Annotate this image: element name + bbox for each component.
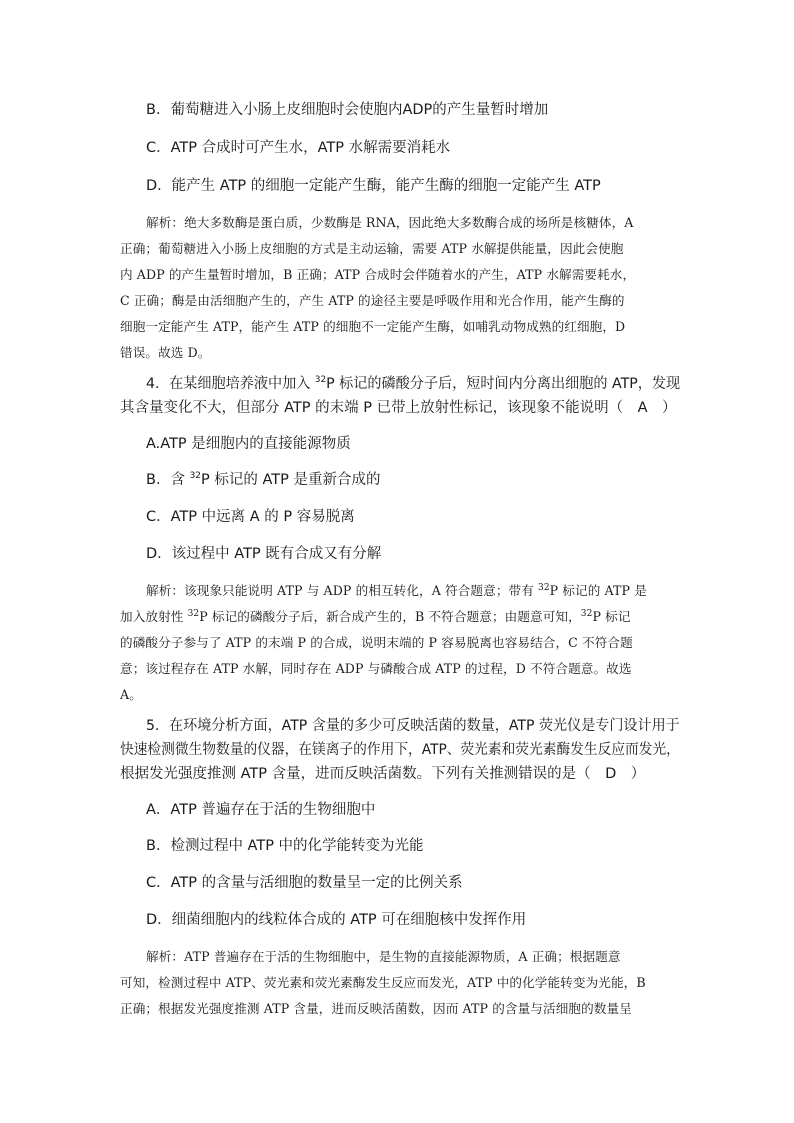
q4-stem-text: P 标记的磷酸分子后，短时间内分离出细胞的 ATP，发现	[326, 376, 681, 392]
q4-stem-line-1	[146, 372, 680, 393]
q4-option-b-text: B．含	[146, 472, 190, 488]
q4-analysis-text: P 标记	[592, 609, 631, 624]
q3-analysis-line: 解析：绝大多数酶是蛋白质，少数酶是 RNA，因此绝大多数酶合成的场所是核糖体，A	[146, 215, 634, 230]
q4-stem-text: 4．在某细胞培养液中加入	[146, 376, 315, 392]
q4-stem-line-2: 其含量变化不大，但部分 ATP 的末端 P 已带上放射性标记，该现象不能说明（ A ）	[120, 400, 677, 416]
q5-analysis-line: 可知，检测过程中 ATP、荧光素和荧光素酶发生反应而发光，ATP 中的化学能转变为光能，B	[120, 975, 646, 990]
q5-option-d: D．细菌细胞内的线粒体合成的 ATP 可在细胞核中发挥作用	[146, 912, 527, 928]
isotope-superscript: 32	[538, 582, 550, 593]
q3-option-c: C．ATP 合成时可产生水，ATP 水解需要消耗水	[146, 140, 451, 156]
q4-analysis-line	[146, 580, 647, 599]
q4-analysis-text: 解析：该现象只能说明 ATP 与 ADP 的相互转化，A 符合题意；带有	[146, 583, 539, 598]
q4-option-c: C．ATP 中远离 A 的 P 容易脱离	[146, 509, 355, 525]
q4-option-d: D．该过程中 ATP 既有合成又有分解	[146, 546, 382, 562]
q5-option-a: A．ATP 普遍存在于活的生物细胞中	[146, 802, 376, 818]
q5-analysis-line: 正确；根据发光强度推测 ATP 含量，进而反映活菌数，因而 ATP 的含量与活细胞的数量呈	[120, 1001, 632, 1016]
isotope-superscript: 32	[189, 471, 202, 482]
q3-analysis-line: 错误。故选 D。	[120, 345, 211, 360]
q5-stem-line: 快速检测微生物数量的仪器，在镁离子的作用下，ATP、荧光素和荧光素酶发生反应而发光，	[120, 742, 680, 758]
isotope-superscript: 32	[580, 608, 593, 619]
q3-analysis-line: 内 ADP 的产生量暂时增加，B 正确；ATP 合成时会伴随着水的产生，ATP 水解需要耗水，	[120, 267, 636, 282]
q3-analysis-line: C 正确；酶是由活细胞产生的，产生 ATP 的途径主要是呼吸作用和光合作用，能产生酶的	[120, 293, 625, 308]
q4-option-b	[146, 468, 380, 489]
q3-option-d: D．能产生 ATP 的细胞一定能产生酶，能产生酶的细胞一定能产生 ATP	[146, 178, 601, 194]
q3-analysis-line: 细胞一定能产生 ATP，能产生 ATP 的细胞不一定能产生酶，如哺乳动物成熟的红细胞，D	[120, 319, 626, 334]
q4-option-b-text: P 标记的 ATP 是重新合成的	[201, 472, 381, 488]
q5-analysis-line: 解析：ATP 普遍存在于活的生物细胞中，是生物的直接能源物质，A 正确；根据题意	[146, 949, 621, 964]
q3-option-b: B．葡萄糖进入小肠上皮细胞时会使胞内ADP的产生量暂时增加	[146, 102, 549, 118]
q5-stem-line: 根据发光强度推测 ATP 含量，进而反映活菌数。下列有关推测错误的是（ D ）	[120, 766, 646, 782]
q5-stem-line: 5．在环境分析方面，ATP 含量的多少可反映活菌的数量，ATP 荧光仪是专门设计用于	[146, 718, 680, 734]
q4-analysis-line: 意；该过程存在 ATP 水解，同时存在 ADP 与磷酸合成 ATP 的过程，D 不符合题意。故选	[120, 661, 632, 676]
q4-analysis-text: P 标记的磷酸分子后，新合成产生的，B 不符合题意；由题意可知，	[199, 609, 581, 624]
q3-analysis-line: 正确；葡萄糖进入小肠上皮细胞的方式是主动运输，需要 ATP 水解提供能量，因此会使胞	[120, 241, 624, 256]
q4-analysis-text: P 标记的 ATP 是	[549, 583, 647, 598]
q4-analysis-text: 加入放射性	[120, 609, 188, 624]
q5-option-b: B．检测过程中 ATP 中的化学能转变为光能	[146, 838, 424, 854]
isotope-superscript: 32	[314, 375, 327, 386]
q4-analysis-line: A。	[120, 687, 142, 702]
q4-analysis-line: 的磷酸分子参与了 ATP 的末端 P 的合成，说明末端的 P 容易脱离也容易结合，C 不符合题	[120, 635, 633, 650]
q4-option-a: A.ATP 是细胞内的直接能源物质	[146, 436, 351, 452]
isotope-superscript: 32	[187, 608, 200, 619]
q5-option-c: C．ATP 的含量与活细胞的数量呈一定的比例关系	[146, 875, 463, 891]
q4-analysis-line	[120, 606, 631, 625]
